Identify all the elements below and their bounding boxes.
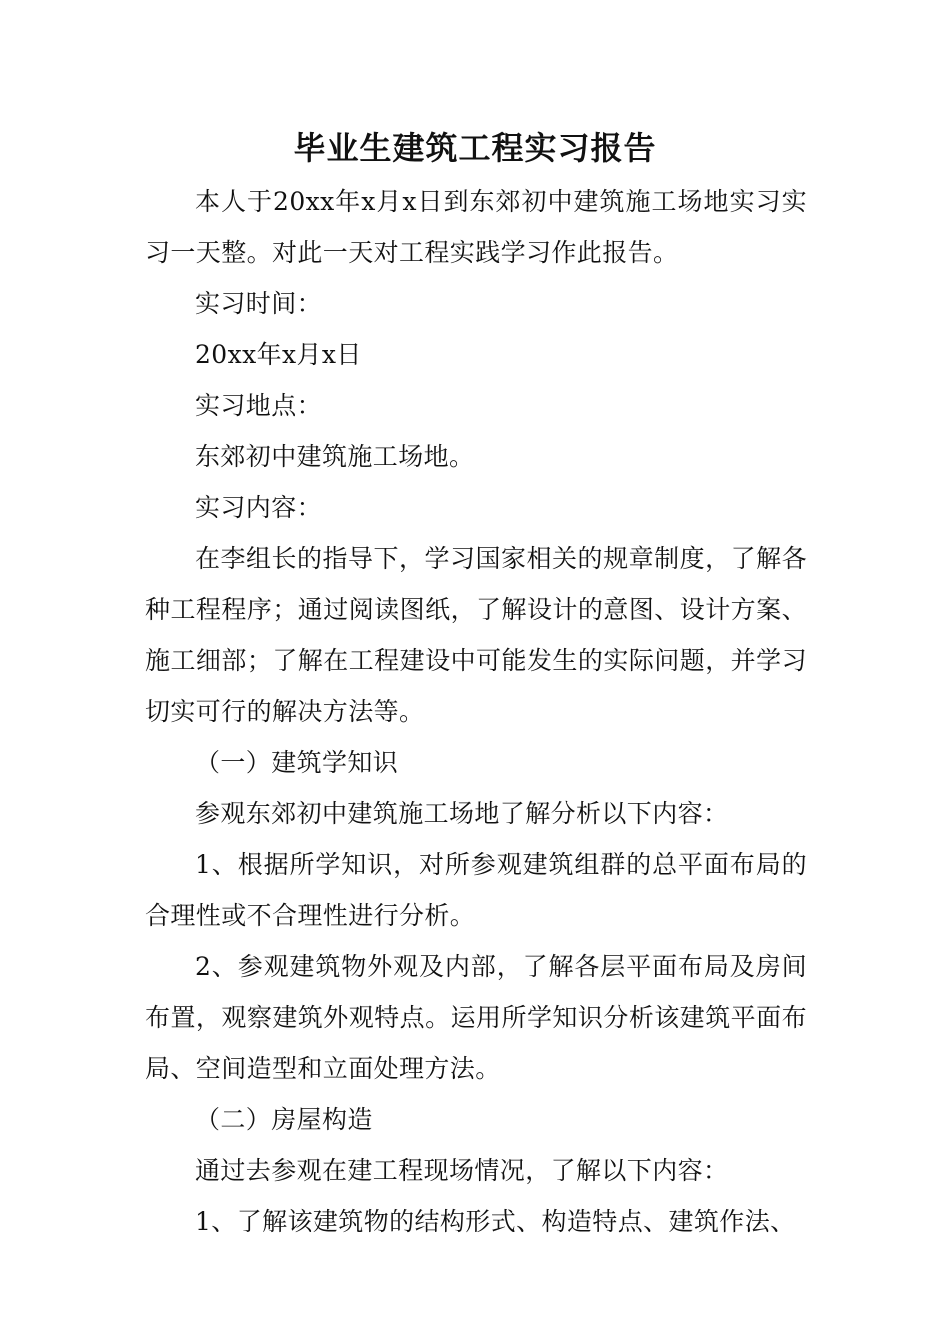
label-internship-content: 实习内容： [195,493,323,522]
paragraph-site-visit: 通过去参观在建工程现场情况，了解以下内容： [195,1156,729,1185]
value-internship-location: 东郊初中建筑施工场地。 [195,442,475,471]
list-item-1-layout: 1、根据所学知识，对所参观建筑组群的总平面布局的合理性或不合理性进行分析。 [145,850,807,930]
section-heading-architecture: （一）建筑学知识 [195,748,399,777]
label-internship-time: 实习时间： [195,289,323,318]
section-heading-construction: （二）房屋构造 [195,1105,373,1134]
label-internship-location: 实习地点： [195,391,323,420]
paragraph-content-description: 在李组长的指导下，学习国家相关的规章制度，了解各种工程程序；通过阅读图纸，了解设计的意图、设计方案、施工细部；了解在工程建设中可能发生的实际问题，并学习切实可行的解决方法等。 [145,544,807,726]
list-item-1-structure: 1、了解该建筑物的结构形式、构造特点、建筑作法、 [195,1207,796,1236]
paragraph-intro: 本人于20xx年x月x日到东郊初中建筑施工场地实习实习一天整。对此一天对工程实践学习作此报告。 [145,187,807,267]
document-body [145,176,807,1247]
list-item-2-exterior: 2、参观建筑物外观及内部，了解各层平面布局及房间布置，观察建筑外观特点。运用所学知识分析该建筑平面布局、空间造型和立面处理方法。 [145,952,807,1083]
document-title: 毕业生建筑工程实习报告 [293,129,657,167]
paragraph-visit-intro: 参观东郊初中建筑施工场地了解分析以下内容： [195,799,729,828]
value-internship-date: 20xx年x月x日 [195,340,362,369]
